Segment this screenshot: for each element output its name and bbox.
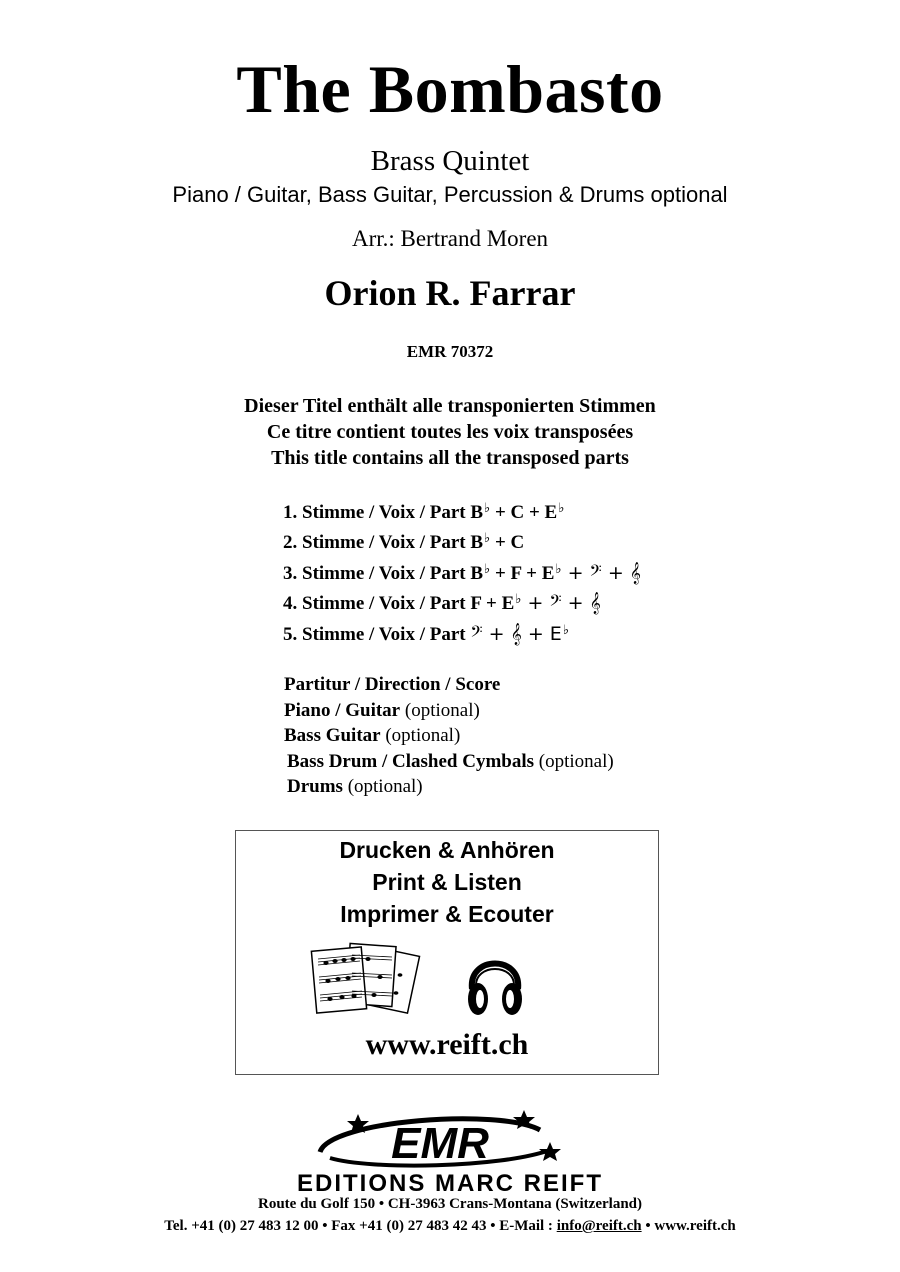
notice-line-fr: Ce titre contient toutes les voix transposées: [266, 421, 634, 443]
transposition-notice: [0, 393, 900, 471]
flat-symbol: ♭: [558, 500, 565, 515]
extra-item: Bass Drum / Clashed Cymbals (optional): [287, 750, 614, 772]
publisher-contacts: Tel. +41 (0) 27 483 12 00 • Fax +41 (0) 27 483 42 43 • E-Mail : info@reift.ch • www.reift.ch: [164, 1218, 736, 1234]
part-row-1: 1. Stimme / Voix / Part B♭ + C + E♭: [283, 500, 565, 523]
sheet-music-icon: [308, 941, 423, 1023]
extras-list: [284, 672, 614, 800]
publisher-name: EDITIONS MARC REIFT: [297, 1170, 603, 1197]
page-title: The Bombasto: [236, 51, 664, 127]
part-row-4: 4. Stimme / Voix / Part F + E♭ + 𝄢 + 𝄞: [283, 591, 601, 615]
extra-item: Partitur / Direction / Score: [284, 674, 501, 695]
part-label: 1. Stimme / Voix / Part: [283, 502, 471, 523]
part-label: 5. Stimme / Voix / Part: [283, 623, 471, 645]
star-icon: [539, 1142, 561, 1161]
flat-symbol: ♭: [562, 621, 569, 637]
clef-symbols: + 𝄢 + 𝄞: [521, 592, 601, 615]
part-label: 3. Stimme / Voix / Part: [283, 562, 471, 584]
subtitle: Brass Quintet: [370, 145, 530, 177]
clef-symbols: + 𝄢 + 𝄞: [561, 561, 642, 584]
part-row-2: 2. Stimme / Voix / Part B♭ + C: [283, 530, 525, 554]
notice-line-en: This title contains all the transposed parts: [271, 447, 629, 469]
promo-line-fr: Imprimer & Ecouter: [340, 901, 554, 927]
instrumentation: Piano / Guitar, Bass Guitar, Percussion & Drums optional: [172, 182, 728, 207]
composer: Orion R. Farrar: [324, 273, 576, 313]
clef-symbols: 𝄢 + 𝄞 + E: [470, 622, 562, 645]
headphones-icon: [464, 943, 526, 1021]
part-row-5: [283, 615, 641, 645]
catalog-code: EMR 70372: [406, 342, 494, 361]
publisher-address: Route du Golf 150 • CH-3963 Crans-Montana (Switzerland): [258, 1196, 642, 1212]
part-row-3: 3. Stimme / Voix / Part B♭ + F + E♭ + 𝄢 + 𝄞: [283, 560, 642, 584]
email-link[interactable]: info@reift.ch: [556, 1218, 642, 1234]
extra-item: Piano / Guitar (optional): [284, 699, 480, 721]
logo-text: EMR: [391, 1119, 489, 1168]
parts-list: [283, 493, 641, 645]
promo-line-en: Print & Listen: [372, 869, 522, 895]
arranger: Arr.: Bertrand Moren: [351, 226, 549, 251]
flat-symbol: ♭: [484, 530, 491, 546]
flat-symbol: ♭: [515, 591, 522, 607]
promo-line-de: Drucken & Anhören: [339, 837, 555, 863]
part-label: 4. Stimme / Voix / Part: [283, 593, 471, 615]
part-label: 2. Stimme / Voix / Part: [283, 532, 471, 554]
website-url[interactable]: www.reift.ch: [365, 1028, 529, 1061]
flat-symbol: ♭: [484, 560, 491, 576]
extra-item: Bass Guitar (optional): [284, 725, 461, 747]
flat-symbol: ♭: [555, 560, 562, 576]
extra-item: Drums (optional): [287, 776, 423, 798]
print-listen-box: [235, 830, 659, 1075]
flat-symbol: ♭: [484, 500, 491, 515]
notice-line-de: Dieser Titel enthält alle transponierten Stimmen: [244, 395, 656, 417]
